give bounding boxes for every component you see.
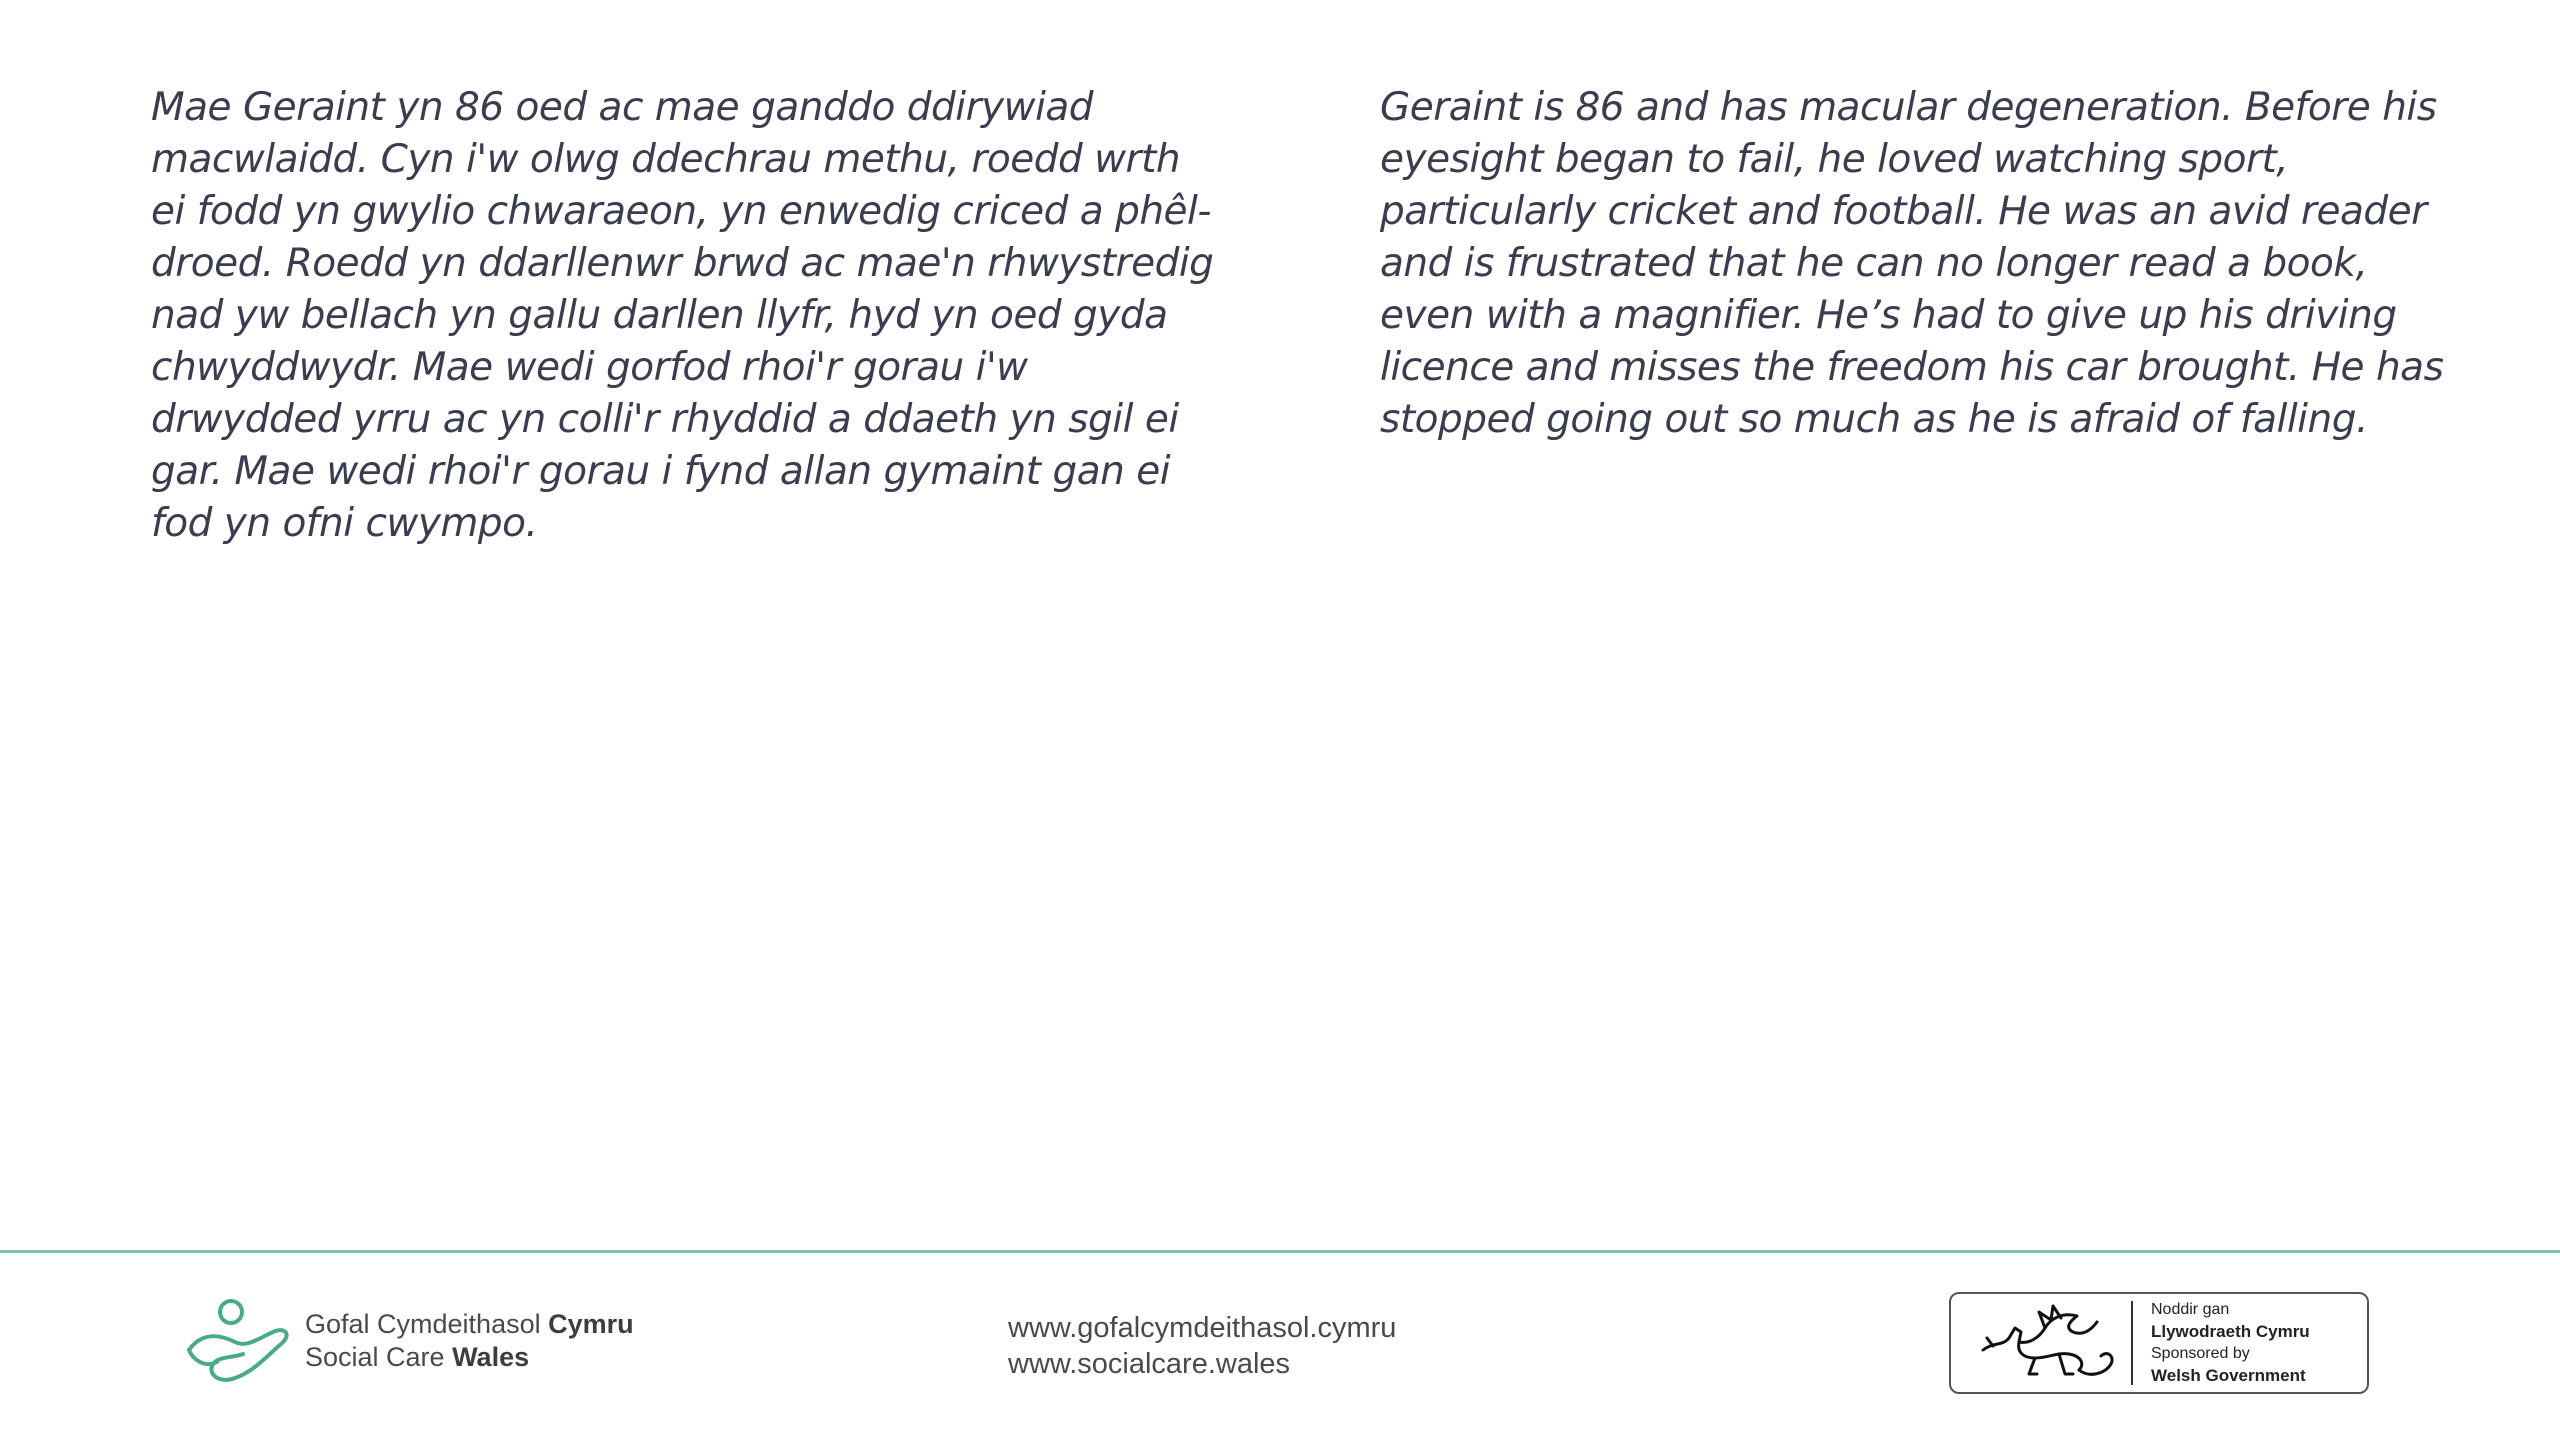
logo-line-english: Social Care Wales	[305, 1342, 530, 1372]
social-care-wales-logo-icon	[183, 1298, 293, 1384]
logo-line-welsh: Gofal Cymdeithasol Cymru	[305, 1309, 634, 1339]
welsh-case-study-text: Mae Geraint yn 86 oed ac mae ganddo ddirywiad macwlaidd. Cyn i'w olwg ddechrau methu, roedd wrth ei fodd yn gwylio chwaraeon, yn enwedig criced a phêl-droed. Roedd yn ddarllenwr brwd ac mae'n rhwystredig nad yw bellach yn gallu darllen llyfr, hyd yn oed gyda chwyddwydr. Mae wedi gorfod rhoi'r gorau i'w drwydded yrru ac yn colli'r rhyddid a ddaeth yn sgil ei gar. Mae wedi rhoi'r gorau i fynd allan gymaint gan ei fod yn ofni cwympo.	[151, 85, 1214, 546]
english-website-link[interactable]: www.socialcare.wales	[1008, 1348, 1291, 1380]
sponsor-text: Noddir gan Llywodraeth Cymru Sponsored by Welsh Government	[2151, 1301, 2310, 1385]
english-case-study-text: Geraint is 86 and has macular degeneration. Before his eyesight began to fail, he loved watching sport, particularly cricket and football. He was an avid reader and is frustrated that he can no longer read a book, even with a magnifier. He’s had to give up his driving licence and misses the freedom his car brought. He has stopped going out so much as he is afraid of falling.	[1380, 85, 2444, 442]
social-care-wales-logo	[183, 1296, 634, 1386]
logo-wordmark	[305, 1308, 634, 1374]
welsh-dragon-icon	[1973, 1298, 2123, 1388]
welsh-website-link[interactable]: www.gofalcymdeithasol.cymru	[1008, 1312, 1397, 1344]
footer-website-links	[1008, 1310, 1396, 1382]
sponsor-divider	[2131, 1301, 2133, 1385]
footer-divider	[0, 1250, 2560, 1253]
welsh-government-sponsor-badge	[1949, 1292, 2369, 1394]
